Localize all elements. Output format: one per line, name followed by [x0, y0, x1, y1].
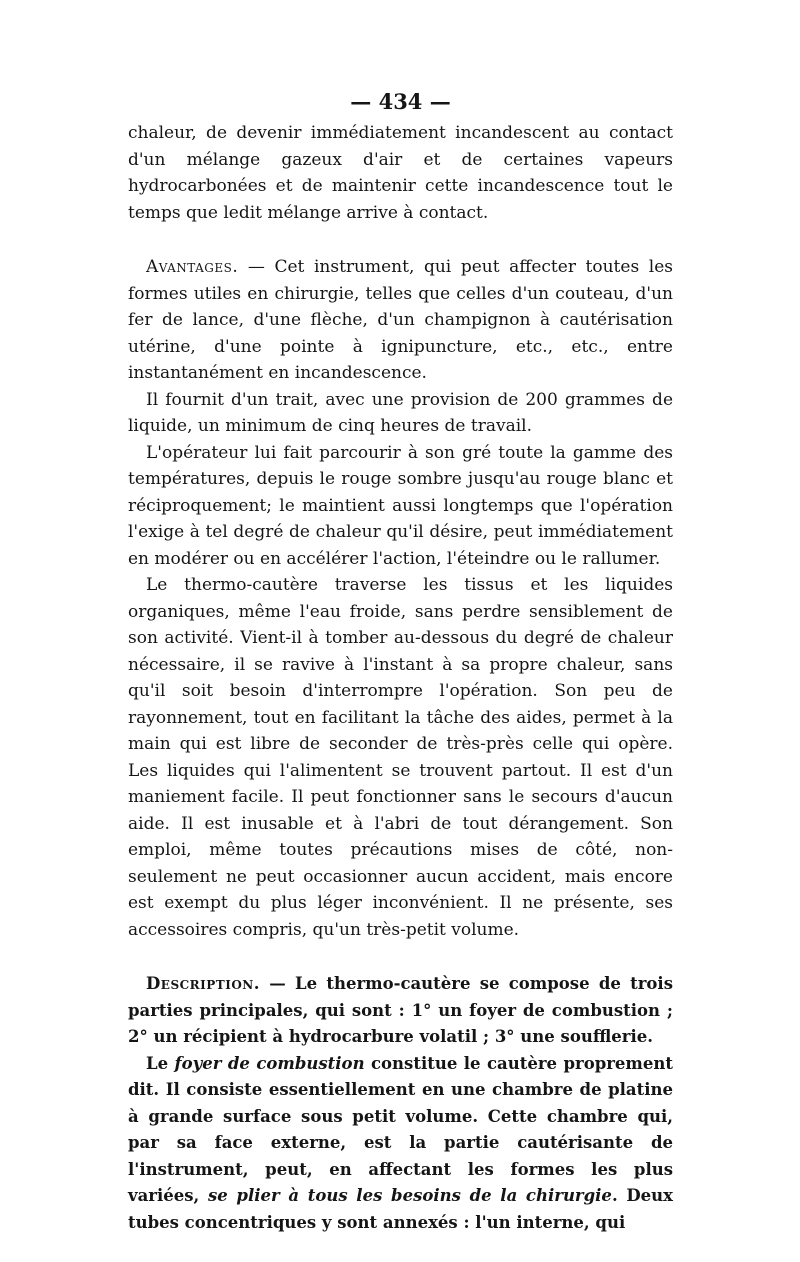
- page-content: [128, 88, 673, 1236]
- heading-dash: —: [260, 974, 295, 993]
- paragraph-foyer: [128, 1051, 673, 1237]
- section-heading-avantages: Avantages.: [146, 257, 239, 277]
- italic-phrase-chirurgie: se plier à tous les besoins de la chirurgie: [207, 1186, 612, 1205]
- paragraph-continuation: chaleur, de devenir immédiatement incandescent au contact d'un mélange gazeux d'air et de certaines vapeurs hydrocarbonées et de maintenir cette incandescence tout le temps que ledit mélange arrive à contact.: [128, 123, 673, 223]
- paragraph-description: [128, 971, 673, 1051]
- paragraph-operateur: L'opérateur lui fait parcourir à son gré toute la gamme des températures, depuis le rouge sombre jusqu'au rouge blanc et réciproquement; le maintient aussi longtemps que l'opération l'exige à tel degré de chaleur qu'il désire, peut immédiatement en modérer ou en accélérer l'action, l'éteindre ou le rallumer.: [128, 442, 673, 569]
- paragraph-avantages-text: Cet instrument, qui peut affecter toutes les formes utiles en chirurgie, telles que celles d'un couteau, d'un fer de lance, d'une flèche, d'un champignon à cautérisation utérine, d'une pointe à ignipuncture, etc., etc., entre instantanément en incandescence.: [128, 257, 673, 383]
- italic-term-foyer: foyer de combustion: [174, 1053, 365, 1073]
- paragraph-provision: Il fournit d'un trait, avec une provision de 200 grammes de liquide, un minimum de cinq heures de travail.: [128, 389, 673, 436]
- paragraph-description-text: Le thermo-cautère se compose de trois parties principales, qui sont : 1° un foyer de combustion ; 2° un récipient à hydrocarbure volatil ; 3° une soufflerie.: [128, 974, 673, 1046]
- page-number: — 434 —: [350, 89, 451, 114]
- section-heading-description: Description.: [146, 974, 260, 993]
- text-run: constitue le cautère proprement dit. Il consiste essentiellement en une chambre de platine à grande surface sous petit volume. Cette chambre qui, par sa face externe, est la partie cautérisante de l'instrument, peut, en affectant les formes les plus variées,: [128, 1053, 673, 1205]
- text-run: Le: [146, 1053, 175, 1073]
- text-run: . Deux tubes concentriques y sont annexés : l'un interne, qui: [128, 1186, 673, 1232]
- paragraph-thermo-cautere: Le thermo-cautère traverse les tissus et les liquides organiques, même l'eau froide, sans perdre sensiblement de son activité. Vient-il à tomber au-dessous du degré de chaleur nécessaire, il se ravive à l'instant à sa propre chaleur, sans qu'il soit besoin d'interrompre l'opération. Son peu de rayonnement, tout en facilitant la tâche des aides, permet à la main qui est libre de seconder de très-près celle qui opère. Les liquides qui l'alimentent se trouvent partout. Il est d'un maniement facile. Il peut fonctionner sans le secours d'aucun aide. Il est inusable et à l'abri de tout dérangement. Son emploi, même toutes précautions mises de côté, non-seulement ne peut occasionner aucun accident, mais encore est exempt du plus léger inconvénient. Il ne présente, ses accessoires compris, qu'un très-petit volume.: [128, 575, 673, 940]
- heading-dash: —: [238, 257, 275, 277]
- paragraph-avantages: [128, 254, 673, 387]
